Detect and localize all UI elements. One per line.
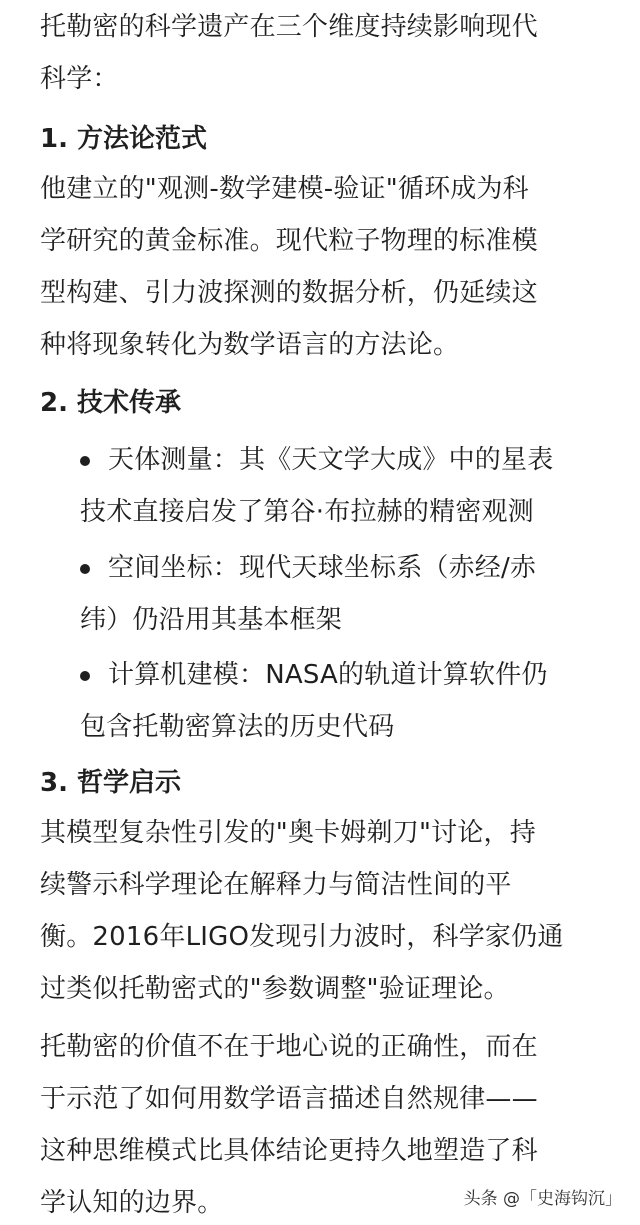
intro-line: 科学： <box>40 64 119 94</box>
list-item-line: 包含托勒密算法的历史代码 <box>80 712 395 742</box>
paragraph-line: 过类似托勒密式的"参数调整"验证理论。 <box>40 974 510 1004</box>
bullet-icon <box>80 456 90 466</box>
bullet-icon <box>80 564 90 574</box>
paragraph-line: 学研究的黄金标准。现代粒子物理的标准模 <box>40 226 538 256</box>
paragraph-line: 型构建、引力波探测的数据分析，仍延续这 <box>40 278 538 308</box>
section-heading: 3. 哲学启示 <box>40 768 182 798</box>
paragraph-line: 他建立的"观测-数学建模-验证"循环成为科 <box>40 174 529 204</box>
paragraph-line: 种将现象转化为数学语言的方法论。 <box>40 330 460 360</box>
paragraph-line: 其模型复杂性引发的"奥卡姆剃刀"讨论，持 <box>40 818 536 848</box>
conclusion-line: 于示范了如何用数学语言描述自然规律—— <box>40 1084 538 1114</box>
list-item-line: 技术直接启发了第谷·布拉赫的精密观测 <box>80 497 534 527</box>
conclusion-line: 托勒密的价值不在于地心说的正确性，而在 <box>40 1032 538 1062</box>
paragraph-line: 续警示科学理论在解释力与简洁性间的平 <box>40 870 512 900</box>
paragraph-line: 衡。2016年LIGO发现引力波时，科学家仍通 <box>40 922 564 952</box>
list-item-line: 空间坐标：现代天球坐标系（赤经/赤 <box>108 553 537 583</box>
list-item-line: 天体测量：其《天文学大成》中的星表 <box>108 445 554 475</box>
section-heading: 1. 方法论范式 <box>40 124 208 154</box>
intro-line: 托勒密的科学遗产在三个维度持续影响现代 <box>40 12 538 42</box>
bullet-icon <box>80 671 90 681</box>
section-heading: 2. 技术传承 <box>40 388 182 418</box>
list-item-line: 纬）仍沿用其基本框架 <box>80 605 343 635</box>
source-watermark: 头条 @「史海钩沉」 <box>463 1189 622 1209</box>
conclusion-line: 学认知的边界。 <box>40 1188 224 1218</box>
list-item-line: 计算机建模：NASA的轨道计算软件仍 <box>108 660 548 690</box>
conclusion-line: 这种思维模式比具体结论更持久地塑造了科 <box>40 1136 538 1166</box>
